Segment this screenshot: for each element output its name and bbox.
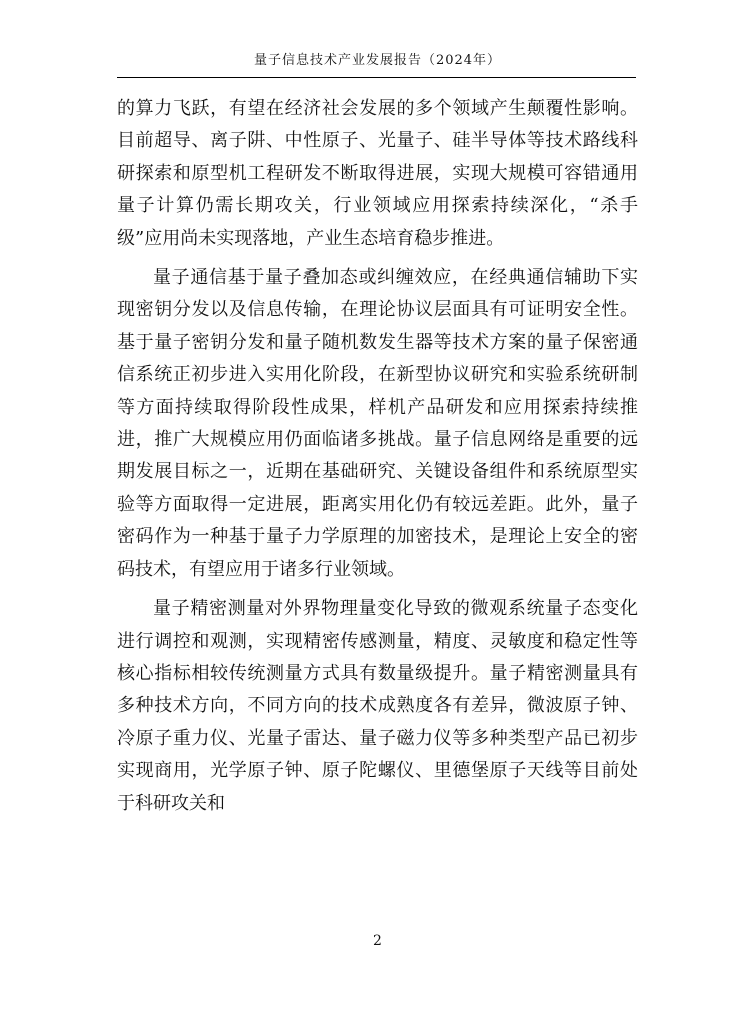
page-number: 2 [373, 933, 382, 949]
running-header: 量子信息技术产业发展报告（2024年） [253, 53, 502, 68]
paragraph-quantum-computing-continued: 的算力飞跃，有望在经济社会发展的多个领域产生颠覆性影响。目前超导、离子阱、中性原子、光量子、硅半导体等技术路线科研探索和原型机工程研发不断取得进展，实现大规模可容错通用量子计算仍需长期攻关，行业领域应用探索持续深化，“杀手级”应用尚未实现落地，产业生态培育稳步推进。 [117, 98, 638, 249]
body-text [117, 93, 638, 820]
paragraph-quantum-communication: 量子通信基于量子叠加态或纠缠效应，在经典通信辅助下实现密钥分发以及信息传输，在理论协议层面具有可证明安全性。基于量子密钥分发和量子随机数发生器等技术方案的量子保密通信系统正初步进入实用化阶段，在新型协议研究和实验系统研制等方面持续取得阶段性成果，样机产品研发和应用探索持续推进，推广大规模应用仍面临诸多挑战。量子信息网络是重要的远期发展目标之一，近期在基础研究、关键设备组件和系统原型实验等方面取得一定进展，距离实用化仍有较远差距。此外，量子密码作为一种基于量子力学原理的加密技术，是理论上安全的密码技术，有望应用于诸多行业领域。 [117, 267, 638, 580]
paragraph-quantum-measurement: 量子精密测量对外界物理量变化导致的微观系统量子态变化进行调控和观测，实现精密传感测量，精度、灵敏度和稳定性等核心指标相较传统测量方式具有数量级提升。量子精密测量具有多种技术方向，不同方向的技术成熟度各有差异，微波原子钟、冷原子重力仪、光量子雷达、量子磁力仪等多种类型产品已初步实现商用，光学原子钟、原子陀螺仪、里德堡原子天线等目前处于科研攻关和 [117, 598, 638, 814]
header-divider [117, 77, 636, 78]
